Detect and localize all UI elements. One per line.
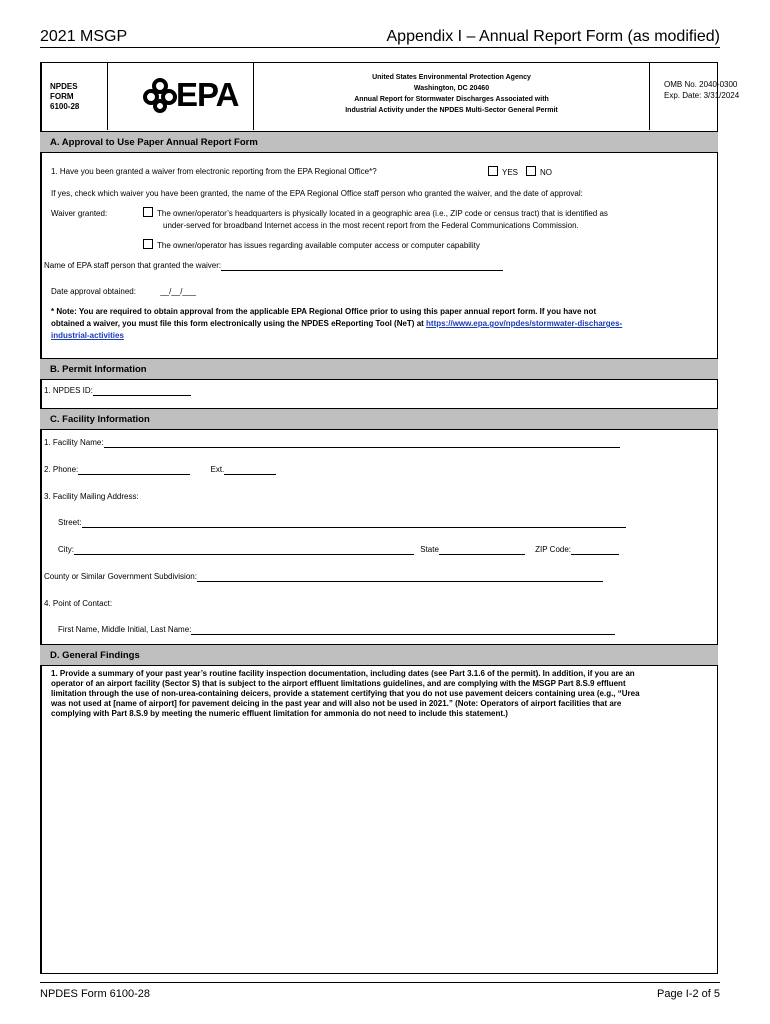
findings-line1: 1. Provide a summary of your past year’s routine facility inspection documentation, including dates (see Part 3.1.6 of the permit). In addition, if you are an bbox=[51, 669, 635, 678]
ext-field[interactable] bbox=[224, 465, 276, 475]
phone-label: 2. Phone: bbox=[44, 465, 79, 474]
net-link-part1[interactable]: https://www.epa.gov/npdes/stormwater-discharges- bbox=[426, 319, 623, 328]
net-link-part2[interactable]: industrial-activities bbox=[51, 331, 124, 340]
waiver-yes-option[interactable] bbox=[488, 166, 518, 178]
footer-page-number: Page I-2 of 5 bbox=[657, 988, 720, 1000]
street-row bbox=[58, 518, 626, 528]
contact-name-field[interactable] bbox=[191, 625, 615, 635]
state-label: State bbox=[420, 545, 439, 554]
facility-name-label: 1. Facility Name: bbox=[44, 438, 104, 447]
omb-expiration: Exp. Date: 3/31/2024 bbox=[664, 91, 740, 100]
form-id-line2: FORM bbox=[50, 92, 74, 101]
facility-name-field[interactable] bbox=[104, 438, 620, 448]
yes-label: YES bbox=[502, 168, 519, 177]
section-d-header: D. General Findings bbox=[40, 644, 718, 666]
waiver-no-option[interactable] bbox=[526, 166, 552, 178]
agency-line4: Industrial Activity under the NPDES Multi-Sector General Permit bbox=[345, 107, 558, 114]
facility-name-row bbox=[44, 438, 620, 448]
waiver-broadband-option[interactable] bbox=[143, 207, 608, 219]
city-field[interactable] bbox=[74, 545, 414, 555]
page-header-right: Appendix I – Annual Report Form (as modified) bbox=[386, 28, 720, 45]
note-line2-text: obtained a waiver, you must file this form electronically using the NPDES eReporting Tool (NeT) at bbox=[51, 319, 424, 328]
agency-title bbox=[254, 62, 650, 130]
footer-form-number: NPDES Form 6100-28 bbox=[40, 988, 151, 1000]
findings-line3: limitation through the use of non-urea-containing deicers, provide a statement certifying that you do not use pavement deicers containing urea (e.g., “Urea bbox=[51, 689, 640, 698]
form-number-box bbox=[40, 62, 108, 130]
agency-line2: Washington, DC 20460 bbox=[413, 85, 490, 92]
npdes-id-field[interactable] bbox=[93, 386, 191, 396]
staff-name-field[interactable] bbox=[221, 261, 503, 271]
findings-line2: operator of an airport facility (Sector S) that is subject to the airport effluent limitations guidelines, and are complying with the MSGP Part 8.S.9 effluent bbox=[51, 679, 626, 688]
street-label: Street: bbox=[58, 518, 82, 527]
note-line2 bbox=[51, 319, 622, 329]
county-field[interactable] bbox=[197, 572, 603, 582]
page-header-left: 2021 MSGP bbox=[40, 28, 128, 45]
npdes-id-row bbox=[44, 386, 191, 396]
ext-label: Ext. bbox=[210, 465, 225, 474]
zip-label: ZIP Code: bbox=[535, 545, 572, 554]
section-b-header: B. Permit Information bbox=[40, 358, 718, 380]
staff-name-row bbox=[44, 261, 503, 271]
form-id-line3: 6100-28 bbox=[50, 102, 80, 111]
computer-text: The owner/operator has issues regarding available computer access or computer capability bbox=[157, 241, 480, 250]
section-a-header: A. Approval to Use Paper Annual Report Form bbox=[40, 131, 718, 153]
findings-response-area[interactable] bbox=[46, 724, 712, 968]
npdes-id-label: 1. NPDES ID: bbox=[44, 386, 93, 395]
epa-wordmark: EPA bbox=[176, 76, 239, 113]
computer-checkbox[interactable] bbox=[143, 239, 153, 249]
point-of-contact-label: 4. Point of Contact: bbox=[44, 599, 113, 608]
county-label: County or Similar Government Subdivision: bbox=[44, 572, 197, 581]
contact-name-label: First Name, Middle Initial, Last Name: bbox=[58, 625, 192, 634]
findings-line5: complying with Part 8.S.9 by meeting the numeric effluent limitation for ammonia do not need to include this statement.) bbox=[51, 709, 508, 718]
waiver-computer-option[interactable] bbox=[143, 239, 480, 251]
broadband-text-2: under-served for broadband Internet access in the most recent report from the Federal Communications Commission. bbox=[163, 221, 579, 230]
no-label: NO bbox=[540, 168, 552, 177]
waiver-question: 1. Have you been granted a waiver from electronic reporting from the EPA Regional Office*? bbox=[51, 167, 377, 176]
phone-field[interactable] bbox=[78, 465, 190, 475]
phone-row bbox=[44, 465, 276, 475]
county-row bbox=[44, 572, 603, 582]
omb-number: OMB No. 2040-0300 bbox=[664, 80, 738, 89]
date-approval-row bbox=[51, 287, 196, 297]
street-field[interactable] bbox=[82, 518, 626, 528]
section-c-header: C. Facility Information bbox=[40, 408, 718, 430]
omb-box bbox=[650, 62, 740, 130]
waiver-granted-label: Waiver granted: bbox=[51, 209, 108, 218]
broadband-text-1: The owner/operator’s headquarters is physically located in a geographic area (i.e., ZIP code or census tract) that is identified as bbox=[157, 209, 608, 218]
date-approval-field[interactable]: __/__/___ bbox=[160, 287, 196, 296]
mailing-address-label: 3. Facility Mailing Address: bbox=[44, 492, 139, 501]
contact-name-row bbox=[58, 625, 615, 635]
agency-line3: Annual Report for Stormwater Discharges Associated with bbox=[354, 96, 549, 103]
city-label: City: bbox=[58, 545, 74, 554]
agency-line1: United States Environmental Protection Agency bbox=[372, 74, 531, 81]
footer-rule bbox=[40, 982, 720, 983]
city-row bbox=[58, 545, 619, 555]
date-approval-label: Date approval obtained: bbox=[51, 287, 136, 296]
broadband-checkbox[interactable] bbox=[143, 207, 153, 217]
staff-name-label: Name of EPA staff person that granted the waiver: bbox=[44, 261, 222, 270]
yes-checkbox[interactable] bbox=[488, 166, 498, 176]
form-title-block bbox=[40, 62, 740, 130]
zip-field[interactable] bbox=[571, 545, 619, 555]
epa-logo bbox=[108, 62, 254, 130]
no-checkbox[interactable] bbox=[526, 166, 536, 176]
findings-line4: was not used at [name of airport] for pavement deicing in the past year and will also not be used in 2021.” (Note: Operators of airport facilities that are bbox=[51, 699, 622, 708]
waiver-instructions: If yes, check which waiver you have been granted, the name of the EPA Regional Office staff person who granted the waiver, and the date of approval: bbox=[51, 189, 583, 198]
note-line1: * Note: You are required to obtain approval from the applicable EPA Regional Office prior to using this paper annual report form. If you have not bbox=[51, 307, 597, 316]
form-id-line1: NPDES bbox=[50, 82, 78, 91]
header-rule bbox=[40, 47, 720, 48]
state-field[interactable] bbox=[439, 545, 525, 555]
